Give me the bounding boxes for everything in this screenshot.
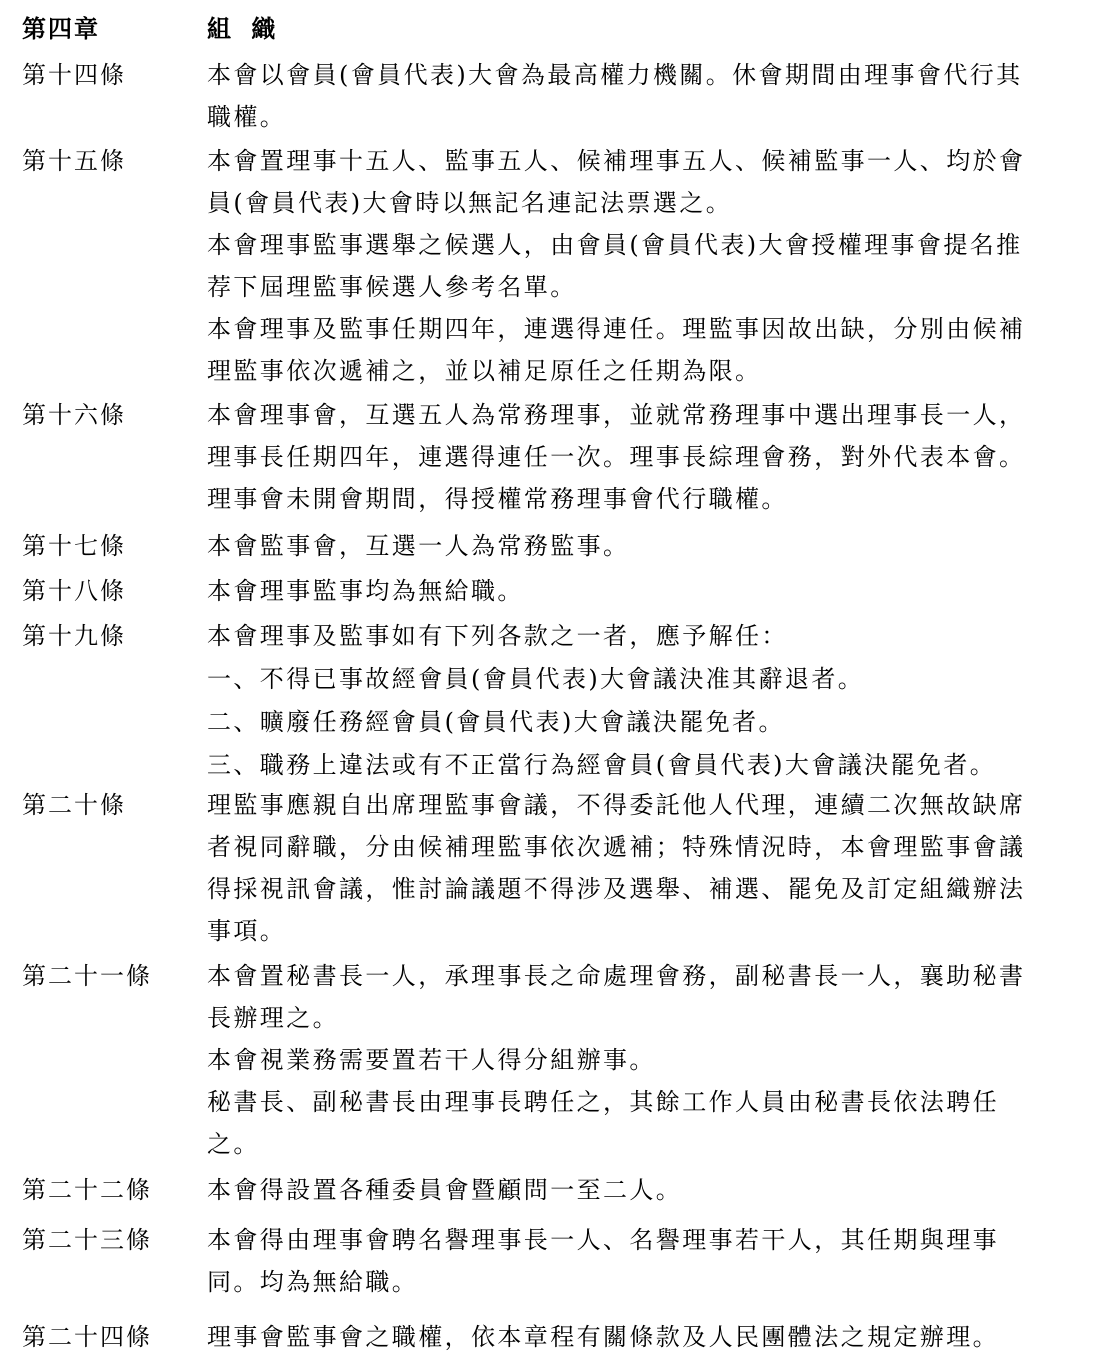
article-line: 秘書長、副秘書長由理事長聘任之，其餘工作人員由秘書長依法聘任 — [207, 1088, 999, 1116]
article-line: 本會置理事十五人、監事五人、候補理事五人、候補監事一人、均於會 — [207, 147, 1026, 175]
article-label: 第十四條 — [22, 61, 126, 89]
chapter-heading — [0, 8, 1100, 50]
article-line: 理事長任期四年，連選得連任一次。理事長綜理會務，對外代表本會。 — [207, 443, 1026, 471]
article-line: 長辦理之。 — [207, 1004, 339, 1032]
article-line: 本會理事會，互選五人為常務理事，並就常務理事中選出理事長一人， — [207, 401, 1026, 429]
article-line: 理事會監事會之職權，依本章程有關條款及人民團體法之規定辦理。 — [207, 1323, 999, 1351]
chapter-title: 組 織 — [207, 14, 282, 43]
article-line: 本會得由理事會聘名譽理事長一人、名譽理事若干人，其任期與理事 — [207, 1226, 999, 1254]
article-line: 理監事依次遞補之，並以補足原任之任期為限。 — [207, 357, 762, 385]
article-label: 第二十三條 — [22, 1226, 152, 1254]
article-line: 事項。 — [207, 917, 287, 945]
article-line: 本會理事監事均為無給職。 — [207, 577, 524, 605]
article-line: 員(會員代表)大會時以無記名連記法票選之。 — [207, 189, 733, 217]
article-line: 本會理事及監事如有下列各款之一者，應予解任： — [207, 622, 788, 650]
article-label: 第十七條 — [22, 532, 126, 560]
article-line: 同。均為無給職。 — [207, 1268, 419, 1296]
article-line: 荐下屆理監事候選人參考名單。 — [207, 273, 577, 301]
article-label: 第十六條 — [22, 401, 126, 429]
article-list-item: 一、不得已事故經會員(會員代表)大會議決准其辭退者。 — [207, 665, 865, 693]
article-label: 第二十一條 — [22, 962, 152, 990]
article-line: 本會視業務需要置若干人得分組辦事。 — [207, 1046, 656, 1074]
article-list-item: 二、曠廢任務經會員(會員代表)大會議決罷免者。 — [207, 708, 785, 736]
article-label: 第二十條 — [22, 791, 126, 819]
article-label: 第十九條 — [22, 622, 126, 650]
article-line: 理事會未開會期間，得授權常務理事會代行職權。 — [207, 485, 788, 513]
article-line: 者視同辭職，分由候補理監事依次遞補；特殊情況時，本會理監事會議 — [207, 833, 1026, 861]
article-label: 第十五條 — [22, 147, 126, 175]
article-line: 本會得設置各種委員會暨顧問一至二人。 — [207, 1176, 683, 1204]
article-label: 第二十四條 — [22, 1323, 152, 1351]
article-line: 本會理事監事選舉之候選人，由會員(會員代表)大會授權理事會提名推 — [207, 231, 1023, 259]
article-label: 第十八條 — [22, 577, 126, 605]
article-line: 職權。 — [207, 103, 287, 131]
article-list-item: 三、職務上違法或有不正當行為經會員(會員代表)大會議決罷免者。 — [207, 751, 997, 779]
article-label: 第二十二條 — [22, 1176, 152, 1204]
article-line: 本會置秘書長一人，承理事長之命處理會務，副秘書長一人，襄助秘書 — [207, 962, 1026, 990]
chapter-label: 第四章 — [22, 14, 100, 43]
article-line: 本會理事及監事任期四年，連選得連任。理監事因故出缺，分別由候補 — [207, 315, 1026, 343]
article-line: 之。 — [207, 1130, 260, 1158]
article-line: 理監事應親自出席理監事會議，不得委託他人代理，連續二次無故缺席 — [207, 791, 1026, 819]
article-line: 本會以會員(會員代表)大會為最高權力機關。休會期間由理事會代行其 — [207, 61, 1023, 89]
article-line: 得採視訊會議，惟討論議題不得涉及選舉、補選、罷免及訂定組織辦法 — [207, 875, 1026, 903]
article-line: 本會監事會，互選一人為常務監事。 — [207, 532, 630, 560]
